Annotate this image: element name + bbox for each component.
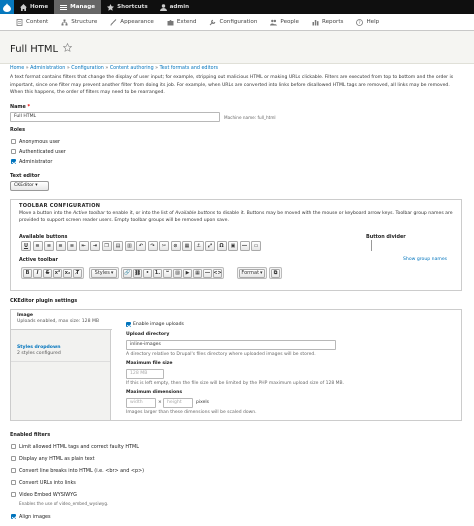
- active-toolbar-label: Active toolbar: [19, 257, 58, 263]
- breadcrumb: [10, 66, 218, 71]
- filter-label: Align images: [19, 514, 51, 520]
- filter-checkbox-html[interactable]: [11, 444, 16, 449]
- redo-button[interactable]: ↷: [148, 241, 158, 251]
- times-sign: ×: [158, 400, 162, 405]
- paste-button[interactable]: ▤: [113, 241, 123, 251]
- toolbar-group-format[interactable]: [237, 267, 267, 279]
- user-icon: [160, 4, 167, 11]
- text-editor-value: CKEditor: [14, 183, 34, 188]
- image-button[interactable]: ▨: [173, 269, 182, 278]
- bar-chart-icon: [312, 19, 319, 26]
- cut-button[interactable]: ✂: [159, 241, 169, 251]
- filter-label: Display any HTML as plain text: [19, 456, 95, 462]
- role-checkbox-authenticated[interactable]: [11, 149, 16, 154]
- toolbar-manage-label: Manage: [70, 4, 96, 10]
- machine-name: Machine name: full_html: [224, 115, 276, 120]
- subscript-button[interactable]: x₂: [64, 270, 71, 276]
- bold-button[interactable]: B: [23, 269, 32, 278]
- filter-label: Limit allowed HTML tags and correct faulty HTML: [19, 444, 139, 450]
- menu-item-reports[interactable]: [312, 19, 343, 26]
- format-label: Format: [241, 270, 260, 276]
- underline-button[interactable]: U: [21, 241, 31, 251]
- breadcrumb-link[interactable]: Administration: [30, 66, 66, 71]
- source-button[interactable]: ⧉: [271, 269, 280, 278]
- justify-button[interactable]: ≡: [33, 241, 43, 251]
- video-embed-help: Enables the use of video_embed_wysiwyg.: [19, 501, 109, 506]
- role-label: Authenticated user: [19, 149, 66, 155]
- filter-checkbox-align-images[interactable]: [11, 514, 16, 519]
- align-left-button[interactable]: ≡: [44, 241, 54, 251]
- roles-label: Roles: [10, 127, 26, 133]
- width-input[interactable]: width: [126, 398, 156, 408]
- menu-item-content[interactable]: [16, 19, 48, 26]
- special-char-button[interactable]: Ω: [217, 241, 227, 251]
- role-label: Administrator: [19, 159, 53, 165]
- filter-label: Convert line breaks into HTML (i.e. <br> and <p>): [19, 468, 145, 474]
- tab-title: Image: [17, 313, 33, 318]
- link-button[interactable]: 🔗: [124, 270, 131, 276]
- indent-button[interactable]: ⇥: [90, 241, 100, 251]
- breadcrumb-link[interactable]: Content authoring: [109, 66, 154, 71]
- chevron-down-icon: ▾: [35, 183, 38, 188]
- format-dropdown[interactable]: [239, 269, 265, 278]
- tab-summary: Uploads enabled, max size: 128 MB: [17, 319, 100, 325]
- role-checkbox-administrator[interactable]: [11, 159, 16, 164]
- menu-item-label: Help: [366, 19, 380, 25]
- undo-button[interactable]: ↶: [136, 241, 146, 251]
- structure-icon: [61, 19, 68, 26]
- top-toolbar: [0, 0, 474, 14]
- toolbar-group-source[interactable]: [269, 267, 282, 279]
- toolbar-home[interactable]: [14, 0, 54, 14]
- chevron-down-icon: ▾: [260, 270, 263, 276]
- button-divider[interactable]: [371, 240, 372, 251]
- menu-item-label: Extend: [176, 19, 197, 25]
- breadcrumb-separator: »: [155, 66, 159, 71]
- remove-format-button[interactable]: ⊘: [171, 241, 181, 251]
- help-text: Move a button into the: [19, 211, 73, 216]
- toolbar-shortcuts[interactable]: [101, 0, 154, 14]
- shortcut-star-icon[interactable]: [63, 43, 72, 55]
- menu-item-label: Content: [26, 19, 49, 25]
- tab-styles-dropdown[interactable]: [11, 342, 110, 362]
- chevron-down-icon: ▾: [110, 270, 114, 276]
- upload-dir-label: Upload directory: [126, 332, 170, 337]
- filter-label: Convert URLs into links: [19, 480, 76, 486]
- show-group-names-link[interactable]: Show group names: [403, 257, 448, 262]
- italic-button[interactable]: I: [33, 269, 42, 278]
- hr-active-button[interactable]: ―: [205, 270, 210, 276]
- filter-checkbox-urls[interactable]: [11, 480, 16, 485]
- enable-uploads-label: Enable image uploads: [133, 322, 184, 327]
- toolbar-user-label: admin: [169, 4, 190, 10]
- max-dim-label: Maximum dimensions: [126, 390, 183, 395]
- puzzle-icon: [167, 19, 174, 26]
- anchor-button[interactable]: ⚓: [194, 241, 204, 251]
- styles-label: Styles: [94, 270, 110, 276]
- upload-dir-help: A directory relative to Drupal's files directory where uploaded images will be stored.: [126, 352, 316, 357]
- svg-text:?: ?: [358, 20, 362, 26]
- align-center-button[interactable]: ≡: [56, 241, 66, 251]
- role-label: Anonymous user: [19, 139, 61, 145]
- page-header: [0, 31, 474, 64]
- available-buttons-label: Available buttons: [19, 234, 68, 240]
- content-icon: [16, 19, 23, 26]
- menu-item-label: Configuration: [219, 19, 258, 25]
- styles-dropdown[interactable]: [91, 269, 117, 278]
- strike-button[interactable]: S: [43, 269, 52, 278]
- plugin-vertical-tabs: [10, 309, 462, 421]
- page-title: Full HTML: [10, 43, 59, 55]
- menu-item-label: Reports: [321, 19, 344, 25]
- name-input[interactable]: Full HTML: [10, 112, 220, 122]
- menu-item-structure[interactable]: [61, 19, 97, 26]
- home-icon: [20, 4, 27, 11]
- filter-checkbox-video-embed[interactable]: [11, 492, 16, 497]
- vertical-tab-list: [11, 310, 111, 420]
- toolbar-group-styles[interactable]: [89, 267, 119, 279]
- pixels-label: pixels: [196, 400, 209, 405]
- filter-label: Video Embed WYSIWYG: [19, 492, 77, 498]
- blockquote-button[interactable]: ❝: [163, 269, 172, 278]
- remove-format-active-button[interactable]: T̸: [73, 269, 82, 278]
- menu-item-configuration[interactable]: [209, 19, 257, 26]
- toolbar-user[interactable]: [154, 0, 196, 14]
- breadcrumb-separator: »: [66, 66, 70, 71]
- enabled-filters-label: Enabled filters: [10, 432, 51, 438]
- breadcrumb-link[interactable]: Home: [10, 66, 25, 71]
- required-marker: *: [27, 104, 31, 110]
- toolbar-config-heading: TOOLBAR CONFIGURATION: [19, 203, 101, 209]
- hr-button[interactable]: ―: [240, 241, 250, 251]
- toolbar-config-help: [19, 210, 455, 225]
- iframe-button[interactable]: ▭: [251, 241, 261, 251]
- toolbar-configuration: [10, 199, 462, 291]
- menu-item-help[interactable]: [356, 19, 379, 26]
- max-size-help: If this is left empty, then the file size will be limited by the PHP maximum upload size of 128 MB.: [126, 381, 345, 386]
- maximize-button[interactable]: ⤢: [205, 241, 215, 251]
- upload-dir-input[interactable]: inline-images: [126, 340, 336, 350]
- tab-summary: 2 styles configured: [17, 351, 61, 357]
- outdent-button[interactable]: ⇤: [79, 241, 89, 251]
- plugin-settings-heading: CKEditor plugin settings: [10, 298, 78, 304]
- breadcrumb-link[interactable]: Text formats and editors: [159, 66, 219, 71]
- code-button[interactable]: <>: [213, 270, 222, 276]
- name-label-text: Name: [10, 104, 26, 110]
- tab-image[interactable]: [11, 310, 112, 330]
- numbered-list-button[interactable]: 1.: [154, 270, 161, 276]
- filter-checkbox-line-breaks[interactable]: [11, 468, 16, 473]
- help-text: to enable it, or into the list of: [105, 211, 176, 216]
- tab-title: Styles dropdown: [17, 345, 61, 350]
- video-button[interactable]: ▶: [183, 269, 192, 278]
- page-description: A text format contains filters that change the display of user input; for example, stripping out malicious HTML or making URLs clickable. Filters are executed from top to bottom and the order is important, since one filter may prevent another filter from doing its job. For example, when URLs are converted into links before disallowed HTML tags are removed, all links may be removed. When this happens, the order of filters may need to be rearranged.: [10, 75, 454, 96]
- text-editor-label: Text editor: [10, 173, 40, 179]
- star-icon: [107, 4, 114, 11]
- role-checkbox-anonymous[interactable]: [11, 139, 16, 144]
- toolbar-manage[interactable]: [54, 0, 101, 14]
- filter-checkbox-plain-text[interactable]: [11, 456, 16, 461]
- name-label: [10, 104, 30, 110]
- toolbar-group-formatting[interactable]: [21, 267, 84, 279]
- max-size-label: Maximum file size: [126, 361, 173, 366]
- align-right-button[interactable]: ≡: [67, 241, 77, 251]
- show-blocks-button[interactable]: ▣: [228, 241, 238, 251]
- breadcrumb-separator: »: [25, 66, 29, 71]
- page-title-wrap: [10, 43, 72, 55]
- copy-button[interactable]: ❐: [102, 241, 112, 251]
- paste-text-button[interactable]: ▥: [125, 241, 135, 251]
- menu-item-appearance[interactable]: [110, 19, 154, 26]
- superscript-button[interactable]: x²: [54, 270, 61, 276]
- button-divider-label: Button divider: [366, 234, 406, 240]
- toolbar-group-media[interactable]: [121, 267, 224, 279]
- people-icon: [270, 19, 277, 26]
- help-text: to disable it. Buttons may be moved with the mouse or keyboard arrow keys. Toolbar group names are provided to support screen reader users. Empty toolbar groups will be removed upon save.: [19, 211, 453, 224]
- menu-item-label: Appearance: [120, 19, 154, 25]
- breadcrumb-link[interactable]: Configuration: [71, 66, 104, 71]
- menu-item-label: People: [280, 19, 299, 25]
- max-size-input[interactable]: 128 MB: [126, 369, 164, 379]
- menu-item-label: Structure: [71, 19, 98, 25]
- help-text-em: Active toolbar: [72, 211, 106, 216]
- available-buttons: [21, 241, 261, 251]
- admin-menu: [0, 14, 474, 31]
- unlink-button[interactable]: ⛓: [134, 270, 141, 276]
- bullet-list-button[interactable]: •: [143, 269, 152, 278]
- menu-icon: [60, 4, 67, 11]
- help-icon: [356, 19, 363, 26]
- wrench-icon: [209, 19, 216, 26]
- max-dim-help: Images larger than these dimensions will be scaled down.: [126, 410, 257, 415]
- menu-item-extend[interactable]: [167, 19, 197, 26]
- menu-item-people[interactable]: [270, 19, 299, 26]
- text-editor-select[interactable]: [10, 181, 49, 191]
- enable-uploads-checkbox[interactable]: [126, 322, 131, 327]
- height-input[interactable]: height: [163, 398, 193, 408]
- table-active-button[interactable]: ▦: [193, 269, 202, 278]
- breadcrumb-separator: »: [105, 66, 109, 71]
- paintbrush-icon: [110, 19, 117, 26]
- toolbar-shortcuts-label: Shortcuts: [117, 4, 148, 10]
- toolbar-home-label: Home: [30, 4, 49, 10]
- drupal-logo-icon[interactable]: [0, 0, 14, 14]
- help-text-em: Available buttons: [175, 211, 216, 216]
- table-button[interactable]: ▦: [182, 241, 192, 251]
